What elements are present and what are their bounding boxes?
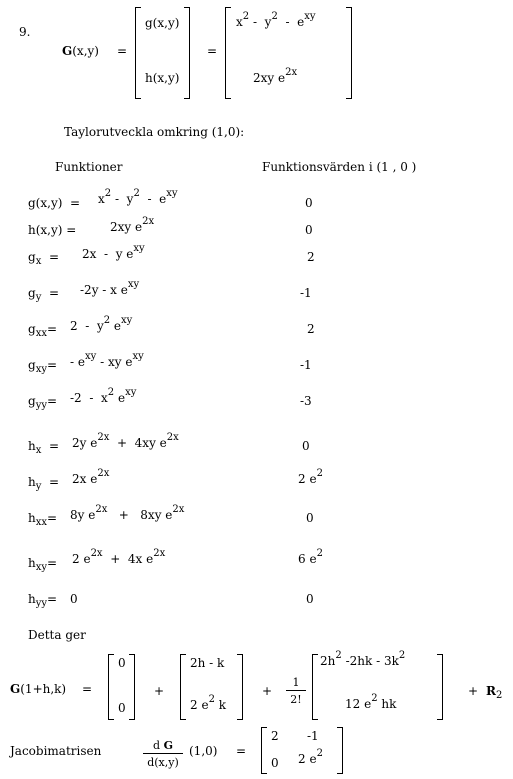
- row-hx-lhs: $h_x$ =: [28, 439, 60, 457]
- fraction-half: [286, 676, 306, 706]
- row-gxy-lhs: $g_{xy}=$: [28, 358, 58, 376]
- v0-top: 0: [118, 656, 126, 670]
- row-gyy-expr: $-2 - x^2$ $e^{xy}$: [70, 387, 137, 405]
- detta-ger: Detta ger: [28, 628, 86, 642]
- row-hxx-lhs: $h_{xx}=$: [28, 511, 58, 529]
- v0-left-bracket: [108, 654, 114, 720]
- row-gy-expr: -2y - x $e^{xy}$: [80, 279, 140, 297]
- row-hx-expr: 2y $e^{2x} + 4xy$ $e^{2x}$: [72, 432, 179, 450]
- g-def-eq2: =: [207, 44, 218, 58]
- row-h-expr: 2xy $e^{2x}$: [110, 216, 155, 234]
- row-gxy-expr: - $e^{xy}$ - xy $e^{xy}$: [70, 351, 144, 369]
- jacobi-m11: 2: [271, 729, 279, 743]
- v1-right-bracket: [237, 654, 243, 720]
- row-hyy-expr: 0: [70, 592, 78, 606]
- row-hyy-lhs: $h_{yy}=$: [28, 592, 58, 610]
- vec1-left-bracket: [135, 7, 141, 99]
- row-h-value: 0: [305, 223, 313, 237]
- row-g-expr: $x^2 - y^2 - e^{xy}$: [98, 188, 178, 206]
- expansion-lhs: G(1+h,k): [10, 682, 67, 696]
- v0-bottom: 0: [118, 701, 126, 715]
- vec1-top: g(x,y): [145, 16, 180, 30]
- row-hyy-value: 0: [306, 592, 314, 606]
- fraction-num: 1: [286, 676, 306, 691]
- vec2-g-expr: $x^2 - y^2 - e^{xy}$: [236, 11, 316, 29]
- row-hxx-expr: 8y $e^{2x} + 8xy$ $e^{2x}$: [70, 504, 185, 522]
- row-hxy-expr: 2 $e^{2x} + 4x$ $e^{2x}$: [72, 548, 166, 566]
- row-gyy-lhs: $g_{yy}=$: [28, 394, 58, 412]
- vec1-bottom: h(x,y): [145, 71, 180, 85]
- v2-bottom: 12 $e^2$ hk: [345, 693, 397, 711]
- vec2-h-expr: 2xy $e^{2x}$: [253, 67, 298, 85]
- row-gx-value: 2: [307, 250, 315, 264]
- row-hy-lhs: $h_y$ =: [28, 475, 60, 493]
- row-gyy-value: -3: [300, 394, 312, 408]
- plus-2: +: [262, 684, 273, 698]
- remainder-r2: $R_2$: [486, 684, 503, 702]
- row-gy-lhs: $g_y$ =: [28, 286, 60, 304]
- row-hy-value: 2 $e^2$: [298, 468, 323, 486]
- row-gxx-lhs: $g_{xx}=$: [28, 322, 58, 340]
- jacobi-point: (1,0): [189, 744, 218, 758]
- row-gy-value: -1: [300, 286, 312, 300]
- col-funktionsvarden: Funktionsvärden i (1 , 0 ): [262, 160, 417, 174]
- jacobi-frac-num: d G: [143, 739, 183, 754]
- row-hy-expr: 2x $e^{2x}$: [72, 468, 110, 486]
- g-def-lhs: G(x,y): [62, 44, 99, 58]
- row-gxy-value: -1: [300, 358, 312, 372]
- row-g-value: 0: [305, 196, 313, 210]
- row-h-lhs: h(x,y) =: [28, 223, 77, 237]
- plus-1: +: [154, 684, 165, 698]
- col-funktioner: Funktioner: [55, 160, 123, 174]
- row-hxx-value: 0: [306, 511, 314, 525]
- row-hxy-lhs: $h_{xy}=$: [28, 556, 58, 574]
- jacobi-frac-den: d(x,y): [147, 756, 179, 769]
- row-gxx-value: 2: [307, 322, 315, 336]
- plus-3: +: [468, 684, 479, 698]
- row-gxx-expr: $2 - y^2$ $e^{xy}$: [70, 315, 133, 333]
- jacobi-eq: =: [236, 744, 247, 758]
- row-hxy-value: 6 $e^2$: [298, 548, 323, 566]
- row-g-lhs: g(x,y) =: [28, 196, 81, 210]
- jacobi-fraction: [143, 739, 183, 769]
- row-gx-lhs: $g_x$ =: [28, 250, 60, 268]
- v2-right-bracket: [437, 654, 443, 720]
- vec1-right-bracket: [184, 7, 190, 99]
- jacobi-m12: -1: [307, 729, 319, 743]
- vec2-right-bracket: [346, 7, 352, 99]
- vec2-left-bracket: [225, 7, 231, 99]
- v2-top: $2h^2$ $-2hk - 3k^2$: [320, 650, 406, 668]
- jacobi-label: Jacobimatrisen: [10, 744, 102, 758]
- jacobi-right-bracket: [337, 727, 343, 774]
- row-hx-value: 0: [302, 439, 310, 453]
- row-gx-expr: 2x - y $e^{xy}$: [82, 243, 145, 261]
- v2-left-bracket: [312, 654, 318, 720]
- problem-number: 9.: [19, 25, 31, 39]
- fraction-den: 2!: [290, 693, 302, 706]
- expansion-eq: =: [82, 682, 93, 696]
- taylor-heading: Taylorutveckla omkring (1,0):: [64, 125, 245, 139]
- v0-right-bracket: [129, 654, 135, 720]
- jacobi-left-bracket: [261, 727, 267, 774]
- g-def-eq: =: [117, 44, 128, 58]
- v1-bottom: 2 $e^2$ k: [190, 694, 227, 712]
- jacobi-m21: 0: [271, 756, 279, 770]
- v1-left-bracket: [180, 654, 186, 720]
- v1-top: 2h - k: [190, 656, 225, 670]
- jacobi-m22: 2 $e^2$: [298, 748, 323, 766]
